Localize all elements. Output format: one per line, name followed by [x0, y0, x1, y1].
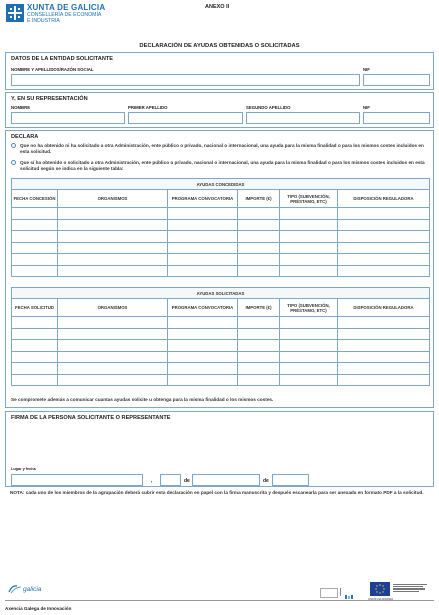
commitment-text: Se compromete además a comunicar cuantas ayudas solicite u obtenga para la misma finalidad o los mismos costes. [11, 397, 274, 402]
table-cell[interactable] [12, 242, 58, 254]
table-row [12, 374, 430, 386]
table-cell[interactable] [12, 317, 58, 329]
de-separator-2: de [263, 478, 269, 484]
table-cell[interactable] [168, 242, 238, 254]
table-cell[interactable] [338, 328, 430, 340]
table-row [12, 317, 430, 329]
applicant-name-label: NOMBRE Y APELLIDOS/RAZÓN SOCIAL [11, 67, 94, 72]
table-cell[interactable] [280, 265, 338, 277]
applicant-nif-label: NIF [363, 67, 370, 72]
representative-title: Y, EN SU REPRESENTACIÓN [11, 96, 88, 102]
table-cell[interactable] [338, 219, 430, 231]
partner-logo-small [320, 588, 338, 598]
table-cell[interactable] [12, 374, 58, 386]
representative-section [5, 92, 434, 128]
galicia-swoosh-icon [8, 584, 22, 594]
eu-fund-text [393, 583, 429, 593]
org-name [27, 3, 105, 24]
rep-surname2-label: SEGUNDO APELLIDO [246, 105, 291, 110]
table-cell[interactable] [238, 219, 280, 231]
applicant-section [5, 52, 434, 90]
granted-col-program: PROGRAMA CONVOCATORIA [168, 190, 238, 208]
note-text: NOTA: cada uno de los miembros de la agrupación deberá cubrir esta declaración en papel con la firma manuscrita y después escanearla para ser anexada en formato PDF a la solicitud. [10, 490, 424, 495]
table-cell[interactable] [280, 340, 338, 352]
table-cell[interactable] [280, 219, 338, 231]
table-row [12, 242, 430, 254]
option-not-obtained[interactable] [11, 143, 429, 155]
de-separator-1: de [184, 478, 190, 484]
table-cell[interactable] [280, 351, 338, 363]
org-line2: CONSELLERÍA DE ECONOMÍA [27, 12, 102, 18]
table-cell[interactable] [238, 374, 280, 386]
table-cell[interactable] [338, 254, 430, 266]
document-title: DECLARACIÓN DE AYUDAS OBTENIDAS O SOLICITADAS [139, 43, 300, 49]
month-field[interactable] [192, 474, 260, 486]
option-not-obtained-text: Que no ha obtenido ni ha solicitado a otra Administración, ente público o privado, nacional o internacional, una ayuda para la misma finalidad o para los mismos costes incluidos en esta solicitud. [20, 143, 424, 154]
eu-label: UNIÓN EUROPEA [368, 597, 394, 601]
option-obtained[interactable] [11, 160, 429, 172]
table-cell[interactable] [238, 265, 280, 277]
granted-col-regulation: DISPOSICIÓN REGULADORA [338, 190, 430, 208]
table-cell[interactable] [280, 242, 338, 254]
org-line3: E INDUSTRIA [27, 18, 60, 24]
table-row [12, 363, 430, 375]
table-cell[interactable] [168, 265, 238, 277]
year-field[interactable] [272, 474, 309, 486]
table-cell[interactable] [338, 363, 430, 375]
table-cell[interactable] [338, 317, 430, 329]
table-cell[interactable] [12, 351, 58, 363]
table-cell[interactable] [280, 328, 338, 340]
table-row [12, 208, 430, 220]
requested-col-date: FECHA SOLICITUD [12, 299, 58, 317]
signature-section [5, 411, 434, 487]
table-row [12, 351, 430, 363]
table-cell[interactable] [58, 351, 168, 363]
table-row [12, 328, 430, 340]
table-cell[interactable] [338, 374, 430, 386]
declaration-title: DECLARA [11, 134, 39, 140]
rep-name-field[interactable] [11, 112, 125, 124]
rep-surname1-label: PRIMER APELLIDO [128, 105, 168, 110]
requested-caption: AYUDAS SOLICITADAS [12, 288, 430, 299]
requested-col-amount: IMPORTE (€) [238, 299, 280, 317]
table-cell[interactable] [238, 317, 280, 329]
table-cell[interactable] [58, 242, 168, 254]
table-cell[interactable] [12, 231, 58, 243]
granted-col-organisms: ORGANISMOS [58, 190, 168, 208]
granted-col-amount: IMPORTE (€) [238, 190, 280, 208]
applicant-title: DATOS DE LA ENTIDAD SOLICITANTE [11, 56, 114, 62]
table-cell[interactable] [58, 340, 168, 352]
comma-separator: , [151, 478, 153, 484]
requested-aids-table [11, 287, 430, 386]
table-row [12, 219, 430, 231]
table-cell[interactable] [58, 265, 168, 277]
agency-name: Axencia Galega de Innovación [5, 606, 72, 611]
table-cell[interactable] [12, 254, 58, 266]
annex-label: ANEXO II [205, 4, 230, 10]
table-cell[interactable] [238, 242, 280, 254]
rep-surname2-field[interactable] [246, 112, 360, 124]
rep-nif-label: NIF [363, 105, 370, 110]
table-cell[interactable] [12, 208, 58, 220]
table-cell[interactable] [58, 208, 168, 220]
table-cell[interactable] [58, 231, 168, 243]
place-date-label: Lugar y fecha [11, 467, 36, 471]
table-row [12, 254, 430, 266]
table-cell[interactable] [238, 351, 280, 363]
option-obtained-text: Que sí ha obtenido o solicitado a otra Administración, ente público o privado, nacional o internacional, una ayuda para la misma finalidad o para los mismos costes incluidos en esta solicitud según se indica en la siguiente tabla: [20, 160, 425, 171]
table-cell[interactable] [12, 363, 58, 375]
table-cell[interactable] [58, 374, 168, 386]
table-cell[interactable] [238, 328, 280, 340]
table-cell[interactable] [280, 208, 338, 220]
table-cell[interactable] [280, 374, 338, 386]
galicia-logo-text: galicia [23, 585, 42, 593]
table-cell[interactable] [238, 208, 280, 220]
table-cell[interactable] [168, 231, 238, 243]
org-line1: XUNTA DE GALICIA [27, 3, 106, 12]
partner-logo-igape [340, 588, 359, 596]
table-cell[interactable] [238, 231, 280, 243]
applicant-name-field[interactable] [11, 74, 360, 86]
rep-surname1-field[interactable] [128, 112, 243, 124]
table-cell[interactable] [338, 351, 430, 363]
table-cell[interactable] [168, 374, 238, 386]
table-cell[interactable] [12, 219, 58, 231]
table-cell[interactable] [12, 265, 58, 277]
radio-obtained[interactable] [11, 160, 16, 165]
table-cell[interactable] [280, 363, 338, 375]
table-cell[interactable] [280, 231, 338, 243]
granted-caption: AYUDAS CONCEDIDAS [12, 179, 430, 190]
table-cell[interactable] [58, 328, 168, 340]
requested-col-type: TIPO (SUBVENCIÓN, PRÉSTAMO, ETC) [280, 299, 338, 317]
radio-not-obtained[interactable] [11, 143, 16, 148]
table-cell[interactable] [168, 340, 238, 352]
igape-icon [341, 593, 359, 601]
table-cell[interactable] [338, 208, 430, 220]
table-cell[interactable] [168, 254, 238, 266]
table-cell[interactable] [280, 254, 338, 266]
table-cell[interactable] [58, 219, 168, 231]
galicia-logo [8, 584, 41, 594]
table-cell[interactable] [12, 340, 58, 352]
table-cell[interactable] [338, 265, 430, 277]
table-cell[interactable] [338, 231, 430, 243]
eu-flag-icon [370, 582, 390, 596]
table-cell[interactable] [338, 242, 430, 254]
table-cell[interactable] [238, 340, 280, 352]
table-row [12, 265, 430, 277]
table-row [12, 231, 430, 243]
place-field[interactable] [11, 474, 143, 486]
requested-col-organisms: ORGANISMOS [58, 299, 168, 317]
table-cell[interactable] [238, 254, 280, 266]
granted-aids-table [11, 178, 430, 277]
xunta-logo [6, 4, 24, 22]
applicant-nif-field[interactable] [363, 74, 430, 86]
table-cell[interactable] [58, 363, 168, 375]
table-cell[interactable] [168, 317, 238, 329]
table-cell[interactable] [338, 340, 430, 352]
table-cell[interactable] [238, 363, 280, 375]
rep-nif-field[interactable] [363, 112, 430, 124]
table-cell[interactable] [280, 317, 338, 329]
table-cell[interactable] [12, 328, 58, 340]
table-cell[interactable] [168, 363, 238, 375]
table-cell[interactable] [168, 328, 238, 340]
table-cell[interactable] [58, 254, 168, 266]
table-row [12, 340, 430, 352]
granted-col-date: FECHA CONCESIÓN [12, 190, 58, 208]
rep-name-label: NOMBRE [11, 105, 31, 110]
table-cell[interactable] [168, 351, 238, 363]
day-field[interactable] [160, 474, 181, 486]
table-cell[interactable] [168, 208, 238, 220]
table-cell[interactable] [58, 317, 168, 329]
signature-title: FIRMA DE LA PERSONA SOLICITANTE O REPRESENTANTE [11, 415, 171, 421]
requested-col-regulation: DISPOSICIÓN REGULADORA [338, 299, 430, 317]
declaration-section [5, 130, 434, 408]
granted-col-type: TIPO (SUBVENCIÓN, PRÉSTAMO, ETC) [280, 190, 338, 208]
table-cell[interactable] [168, 219, 238, 231]
requested-col-program: PROGRAMA CONVOCATORIA [168, 299, 238, 317]
